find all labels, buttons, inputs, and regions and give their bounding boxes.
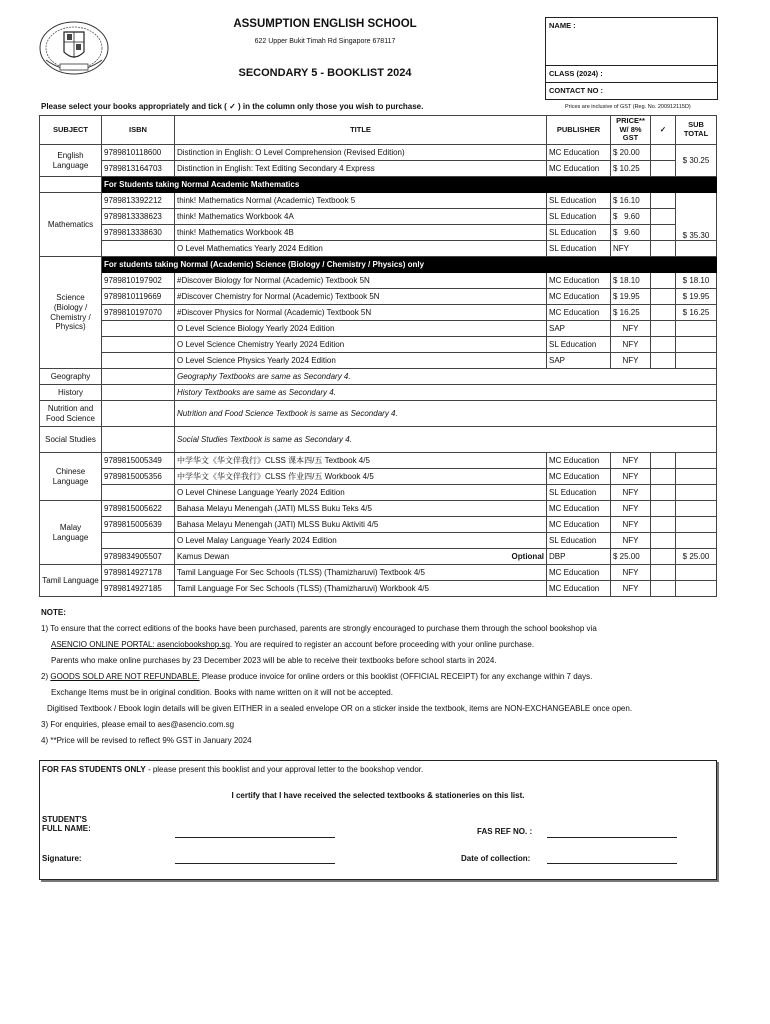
price-cell: NFY — [611, 241, 651, 257]
subtotal-cell: $ 25.00 — [676, 549, 717, 565]
isbn-cell: 9789815005356 — [102, 469, 175, 485]
note-2-ebook: Digitised Textbook / Ebook login details will be given EITHER in a sealed envelope OR on a sticker inside the textbook, items are NON-EXCHANGEABLE once open. — [47, 704, 633, 713]
price-cell: NFY — [611, 485, 651, 501]
fas-heading-rest: - please present this booklist and your approval letter to the bookshop vendor. — [145, 765, 424, 774]
signature-line[interactable] — [175, 863, 335, 864]
title-cell: Tamil Language For Sec Schools (TLSS) (Thamizharuvi) Textbook 4/5 — [175, 565, 547, 581]
title-cell: Bahasa Melayu Menengah (JATI) MLSS Buku Aktiviti 4/5 — [175, 517, 547, 533]
tick-checkbox[interactable] — [651, 353, 676, 369]
optional-label: Optional — [511, 552, 544, 561]
tick-checkbox[interactable] — [651, 145, 676, 161]
subtotal-cell — [676, 353, 717, 369]
publisher-cell: MC Education — [547, 273, 611, 289]
title-cell: History Textbooks are same as Secondary 4. — [175, 385, 717, 401]
subtotal-cell: $ 18.10 — [676, 273, 717, 289]
header-subject: SUBJECT — [40, 116, 102, 145]
table-row — [40, 337, 717, 353]
note-1: 1) To ensure that the correct editions of the books have been purchased, parents are strongly encouraged to purchase them through the school bookshop via — [41, 624, 597, 633]
tick-checkbox[interactable] — [651, 289, 676, 305]
table-row — [40, 369, 717, 385]
isbn-cell — [102, 485, 175, 501]
publisher-cell: MC Education — [547, 469, 611, 485]
publisher-cell: SAP — [547, 353, 611, 369]
table-row — [40, 453, 717, 469]
price-cell: NFY — [611, 565, 651, 581]
subtotal-cell — [676, 565, 717, 581]
price-cell: NFY — [611, 581, 651, 597]
collection-date-line[interactable] — [547, 863, 677, 864]
fas-box — [39, 760, 717, 880]
table-row — [40, 565, 717, 581]
section-band-science — [40, 257, 717, 273]
subject-tamil: Tamil Language — [40, 565, 102, 597]
price-cell: $ 9.60 — [611, 225, 651, 241]
publisher-cell: MC Education — [547, 161, 611, 177]
subtotal-cell — [676, 453, 717, 469]
table-row — [40, 501, 717, 517]
tick-checkbox[interactable] — [651, 453, 676, 469]
booklist-table — [39, 115, 717, 597]
title-cell: O Level Malay Language Yearly 2024 Edition — [175, 533, 547, 549]
isbn-cell — [102, 533, 175, 549]
tick-checkbox[interactable] — [651, 565, 676, 581]
isbn-cell: 9789815005622 — [102, 501, 175, 517]
collection-date-label: Date of collection: — [461, 854, 531, 863]
header-subtotal: SUB TOTAL — [676, 116, 717, 145]
header-publisher: PUBLISHER — [547, 116, 611, 145]
subtotal-cell — [676, 321, 717, 337]
table-row — [40, 225, 717, 241]
isbn-cell — [102, 369, 175, 385]
isbn-cell: 9789810197070 — [102, 305, 175, 321]
table-row — [40, 241, 717, 257]
table-row — [40, 427, 717, 453]
table-header-row — [40, 116, 717, 145]
student-name-label — [42, 815, 91, 833]
isbn-cell: 9789813392212 — [102, 193, 175, 209]
table-row — [40, 469, 717, 485]
price-cell: $ 19.95 — [611, 289, 651, 305]
publisher-cell: MC Education — [547, 517, 611, 533]
subject-social: Social Studies — [40, 427, 102, 453]
isbn-cell — [102, 427, 175, 453]
subject-geography: Geography — [40, 369, 102, 385]
publisher-cell: SL Education — [547, 533, 611, 549]
subtotal-cell — [676, 485, 717, 501]
price-cell: NFY — [611, 453, 651, 469]
notes-section — [41, 605, 741, 749]
price-cell: NFY — [611, 501, 651, 517]
gst-note: Prices are inclusive of GST (Reg. No. 200912115D) — [565, 104, 691, 110]
class-field[interactable] — [546, 66, 717, 83]
title-cell: O Level Science Biology Yearly 2024 Edition — [175, 321, 547, 337]
isbn-cell: 9789815005349 — [102, 453, 175, 469]
subject-chinese: Chinese Language — [40, 453, 102, 501]
title-cell: O Level Mathematics Yearly 2024 Edition — [175, 241, 547, 257]
tick-checkbox[interactable] — [651, 209, 676, 225]
table-row — [40, 549, 717, 565]
isbn-cell: 9789834905507 — [102, 549, 175, 565]
publisher-cell: MC Education — [547, 565, 611, 581]
publisher-cell: SL Education — [547, 225, 611, 241]
isbn-cell — [102, 353, 175, 369]
contact-label: CONTACT NO : — [549, 86, 604, 95]
tick-checkbox[interactable] — [651, 549, 676, 565]
isbn-cell: 9789813164703 — [102, 161, 175, 177]
title-cell: Bahasa Melayu Menengah (JATI) MLSS Buku Teks 4/5 — [175, 501, 547, 517]
band-math-text: For Students taking Normal Academic Mathematics — [102, 177, 717, 193]
title-cell: Social Studies Textbook is same as Secondary 4. — [175, 427, 717, 453]
publisher-cell: SL Education — [547, 337, 611, 353]
subject-english: English Language — [40, 145, 102, 177]
title-cell: #Discover Chemistry for Normal (Academic) Textbook 5N — [175, 289, 547, 305]
fas-heading-bold: FOR FAS STUDENTS ONLY — [42, 765, 146, 774]
note-1-portal — [41, 637, 741, 653]
price-cell: NFY — [611, 517, 651, 533]
subtotal-cell — [676, 581, 717, 597]
subtotal-cell: $ 30.25 — [676, 145, 717, 177]
title-cell: O Level Chinese Language Yearly 2024 Edition — [175, 485, 547, 501]
student-info-box — [545, 17, 718, 100]
note-1-deadline: Parents who make online purchases by 23 December 2023 will be able to receive their textbooks before school starts in 2024. — [51, 656, 497, 665]
subject-history: History — [40, 385, 102, 401]
title-cell: 中学华文《华文伴我行》CLSS 课本四/五 Textbook 4/5 — [175, 453, 547, 469]
fas-certify: I certify that I have received the selected textbooks & stationeries on this list. — [231, 791, 525, 800]
price-cell: $ 16.25 — [611, 305, 651, 321]
contact-field[interactable] — [546, 83, 717, 99]
subject-nutrition: Nutrition and Food Science — [40, 401, 102, 427]
title-cell: #Discover Physics for Normal (Academic) Textbook 5N — [175, 305, 547, 321]
price-cell: NFY — [611, 337, 651, 353]
title-cell: O Level Science Chemistry Yearly 2024 Edition — [175, 337, 547, 353]
subtotal-cell — [676, 469, 717, 485]
isbn-cell — [102, 321, 175, 337]
name-label: NAME : — [549, 21, 576, 30]
isbn-cell: 9789810197902 — [102, 273, 175, 289]
publisher-cell: SL Education — [547, 241, 611, 257]
subtotal-cell: $ 16.25 — [676, 305, 717, 321]
tick-checkbox[interactable] — [651, 225, 676, 241]
note-1-portal-rest: . You are required to register an account before proceeding with your online purchase. — [229, 640, 535, 649]
tick-checkbox[interactable] — [651, 485, 676, 501]
tick-checkbox[interactable] — [651, 241, 676, 257]
student-label-line2: FULL NAME: — [42, 824, 91, 833]
price-cell: NFY — [611, 353, 651, 369]
isbn-cell — [102, 241, 175, 257]
price-cell: $ 16.10 — [611, 193, 651, 209]
booklist-title: SECONDARY 5 - BOOKLIST 2024 — [238, 67, 412, 79]
tick-checkbox[interactable] — [651, 533, 676, 549]
price-cell: $ 25.00 — [611, 549, 651, 565]
isbn-cell: 9789814927178 — [102, 565, 175, 581]
note-2-rest: Please produce invoice for online orders or this booklist (OFFICIAL RECEIPT) for any exchange within 7 days. — [199, 672, 593, 681]
price-cell: NFY — [611, 469, 651, 485]
publisher-cell: MC Education — [547, 145, 611, 161]
tick-checkbox[interactable] — [651, 305, 676, 321]
student-name-line[interactable] — [175, 837, 335, 838]
header-title: TITLE — [175, 116, 547, 145]
school-name: ASSUMPTION ENGLISH SCHOOL — [233, 18, 417, 30]
fas-heading — [42, 765, 423, 774]
header-isbn: ISBN — [102, 116, 175, 145]
table-row — [40, 289, 717, 305]
isbn-cell: 9789813338623 — [102, 209, 175, 225]
subtotal-cell — [676, 533, 717, 549]
tick-checkbox[interactable] — [651, 501, 676, 517]
publisher-cell: MC Education — [547, 501, 611, 517]
price-cell: $ 20.00 — [611, 145, 651, 161]
fas-ref-label: FAS REF NO. : — [477, 827, 533, 836]
note-3: 3) For enquiries, please email to aes@asencio.com.sg — [41, 720, 235, 729]
tick-checkbox[interactable] — [651, 581, 676, 597]
subtotal-cell: $ 19.95 — [676, 289, 717, 305]
table-row — [40, 581, 717, 597]
subject-science: Science (Biology / Chemistry / Physics) — [40, 257, 102, 369]
note-2-exchange: Exchange Items must be in original condition. Books with name written on it will not be accepted. — [51, 688, 393, 697]
table-row — [40, 161, 717, 177]
table-row — [40, 145, 717, 161]
isbn-cell: 9789810118600 — [102, 145, 175, 161]
tick-checkbox[interactable] — [651, 321, 676, 337]
isbn-cell: 9789810119669 — [102, 289, 175, 305]
note-4: 4) **Price will be revised to reflect 9% GST in January 2024 — [41, 736, 252, 745]
instruction-text: Please select your books appropriately and tick ( ✓ ) in the column only those you wish to purchase. — [41, 102, 424, 111]
price-cell: $ 9.60 — [611, 209, 651, 225]
publisher-cell: SL Education — [547, 193, 611, 209]
header-price: PRICE** W/ 8% GST — [611, 116, 651, 145]
isbn-cell: 9789813338630 — [102, 225, 175, 241]
publisher-cell: DBP — [547, 549, 611, 565]
subtotal-cell: $ 35.30 — [676, 193, 717, 241]
subject-malay: Malay Language — [40, 501, 102, 565]
table-row — [40, 273, 717, 289]
isbn-cell: 9789815005639 — [102, 517, 175, 533]
note-2-prefix: 2) — [41, 672, 51, 681]
header-tick: ✓ — [651, 116, 676, 145]
publisher-cell: MC Education — [547, 453, 611, 469]
publisher-cell: SL Education — [547, 209, 611, 225]
price-cell: $ 18.10 — [611, 273, 651, 289]
tick-checkbox[interactable] — [651, 517, 676, 533]
title-cell: Nutrition and Food Science Textbook is same as Secondary 4. — [175, 401, 717, 427]
table-row — [40, 385, 717, 401]
section-band-math — [40, 177, 717, 193]
price-cell: NFY — [611, 321, 651, 337]
isbn-cell — [102, 401, 175, 427]
band-science-text: For students taking Normal (Academic) Science (Biology / Chemistry / Physics) only — [102, 257, 717, 273]
subtotal-cell — [676, 337, 717, 353]
tick-checkbox[interactable] — [651, 193, 676, 209]
class-label: CLASS (2024) : — [549, 69, 603, 78]
isbn-cell — [102, 337, 175, 353]
notes-heading: NOTE: — [41, 608, 66, 617]
note-2-refund: GOODS SOLD ARE NOT REFUNDABLE. — [50, 672, 200, 681]
student-label-line1: STUDENT'S — [42, 815, 88, 824]
price-cell: $ 10.25 — [611, 161, 651, 177]
title-cell: #Discover Biology for Normal (Academic) Textbook 5N — [175, 273, 547, 289]
title-cell: Tamil Language For Sec Schools (TLSS) (Thamizharuvi) Workbook 4/5 — [175, 581, 547, 597]
table-row — [40, 533, 717, 549]
tick-checkbox[interactable] — [651, 161, 676, 177]
subject-math: Mathematics — [40, 193, 102, 257]
table-row — [40, 485, 717, 501]
subtotal-cell — [676, 501, 717, 517]
fas-ref-line[interactable] — [547, 837, 677, 838]
note-2 — [41, 669, 741, 685]
title-cell: Distinction in English: Text Editing Secondary 4 Express — [175, 161, 547, 177]
table-row — [40, 517, 717, 533]
table-row — [40, 401, 717, 427]
portal-link[interactable]: ASENCIO ONLINE PORTAL: asenciobookshop.sg — [51, 640, 230, 649]
subtotal-cell — [676, 241, 717, 257]
tick-checkbox[interactable] — [651, 273, 676, 289]
school-address: 622 Upper Bukit Timah Rd Singapore 678117 — [254, 38, 396, 45]
title-cell: think! Mathematics Workbook 4B — [175, 225, 547, 241]
publisher-cell: MC Education — [547, 289, 611, 305]
tick-checkbox[interactable] — [651, 469, 676, 485]
table-row — [40, 305, 717, 321]
school-crest-logo — [38, 20, 110, 76]
table-row — [40, 353, 717, 369]
tick-checkbox[interactable] — [651, 337, 676, 353]
publisher-cell: MC Education — [547, 581, 611, 597]
isbn-cell: 9789814927185 — [102, 581, 175, 597]
title-cell: 中学华文《华文伴我行》CLSS 作业四/五 Workbook 4/5 — [175, 469, 547, 485]
title-cell: think! Mathematics Normal (Academic) Textbook 5 — [175, 193, 547, 209]
table-row — [40, 209, 717, 225]
title-cell: Distinction in English: O Level Comprehension (Revised Edition) — [175, 145, 547, 161]
subtotal-cell — [676, 517, 717, 533]
publisher-cell: MC Education — [547, 305, 611, 321]
name-field[interactable] — [546, 18, 717, 66]
table-row — [40, 321, 717, 337]
title-cell: think! Mathematics Workbook 4A — [175, 209, 547, 225]
table-row — [40, 193, 717, 209]
publisher-cell: SL Education — [547, 485, 611, 501]
isbn-cell — [102, 385, 175, 401]
signature-label: Signature: — [42, 854, 82, 863]
title-text: Kamus Dewan — [177, 552, 230, 561]
title-cell: O Level Science Physics Yearly 2024 Edition — [175, 353, 547, 369]
title-cell — [175, 549, 547, 565]
publisher-cell: SAP — [547, 321, 611, 337]
title-cell: Geography Textbooks are same as Secondary 4. — [175, 369, 717, 385]
price-cell: NFY — [611, 533, 651, 549]
